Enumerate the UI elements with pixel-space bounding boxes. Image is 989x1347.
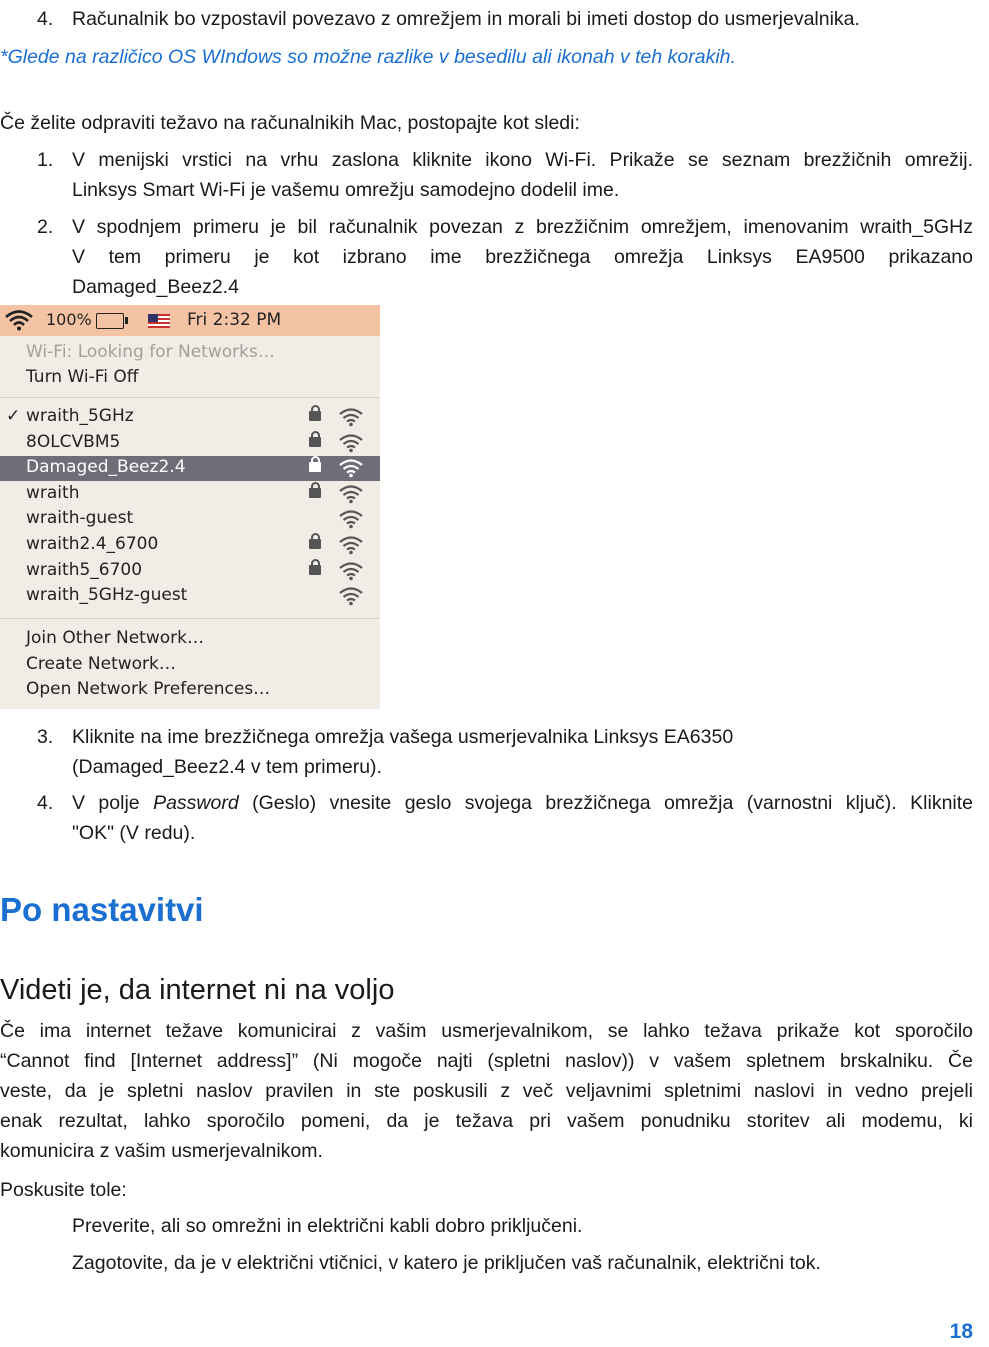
list-text: Računalnik bo vzpostavil povezavo z omrežjem in morali bi imeti dostop do usmerjevalnika.: [72, 8, 860, 30]
wifi-signal-icon: [338, 561, 364, 581]
network-name: wraith: [26, 482, 80, 503]
turn-wifi-off-item[interactable]: Turn Wi-Fi Off: [26, 367, 139, 387]
step-text-line: V menijski vrstici na vrhu zaslona kliknite ikono Wi-Fi. Prikaže se seznam brezžičnih omrežij.: [72, 149, 973, 171]
network-item[interactable]: [0, 533, 380, 558]
list-number: 3.: [37, 726, 54, 748]
lock-icon: [309, 411, 321, 421]
step-text-line: V spodnjem primeru je bil računalnik povezan z brezžičnim omrežjem, imenovanim wraith_5GHz: [72, 216, 973, 238]
subsection-title: Videti je, da internet ni na voljo: [0, 974, 395, 1006]
mac-menubar: [0, 305, 380, 336]
lock-icon: [309, 565, 321, 575]
us-flag-icon[interactable]: [148, 314, 170, 328]
paragraph-line: “Cannot find [Internet address]” (Ni mogoče najti (spletni naslov)) v vašem spletnem brskalniku. Če: [0, 1050, 973, 1072]
step-text-line: V polje Password (Geslo) vnesite geslo svojega brezžičnega omrežja (varnostni ključ). Kliknite: [72, 792, 974, 814]
wifi-signal-icon: [338, 433, 364, 453]
step-text-line: V tem primeru je kot izbrano ime brezžičnega omrežja Linksys EA9500 prikazano: [72, 246, 973, 268]
section-title: Po nastavitvi: [0, 891, 204, 928]
step-text-line: "OK" (V redu).: [72, 822, 196, 844]
tip-item: Zagotovite, da je v električni vtičnici, v katero je priključen vaš računalnik, električni tok.: [72, 1252, 821, 1274]
paragraph-line: enak rezultat, lahko sporočilo pomeni, da je težava pri vašem ponudniku storitev ali modemu, ki: [0, 1110, 973, 1132]
network-name: wraith_5GHz-guest: [26, 585, 188, 606]
internet-paragraph: [0, 1016, 973, 1166]
network-name: wraith5_6700: [26, 559, 143, 580]
wifi-signal-icon: [338, 586, 364, 606]
step-text-line: Kliknite na ime brezžičnega omrežja vašega usmerjevalnika Linksys EA6350: [72, 726, 734, 748]
network-item[interactable]: [0, 584, 380, 609]
paragraph-line: komunicira z vašim usmerjevalnikom.: [0, 1140, 323, 1162]
open-network-preferences-item[interactable]: Open Network Preferences…: [26, 679, 271, 699]
paragraph-line: veste, da je spletni naslov pravilen in ste poskusili z več veljavnimi spletnimi naslovi in vedno prejeli: [0, 1080, 973, 1102]
battery-icon: [96, 313, 124, 329]
wifi-status: Wi-Fi: Looking for Networks…: [26, 342, 275, 362]
paragraph-line: Če ima internet težave komunicirai z vašim usmerjevalnikom, se lahko težava prikaže kot sporočilo: [0, 1020, 973, 1042]
network-item[interactable]: [0, 431, 380, 456]
network-item[interactable]: [0, 456, 380, 481]
create-network-item[interactable]: Create Network…: [26, 654, 176, 674]
list-number: 1.: [37, 149, 54, 171]
step-text-line: Linksys Smart Wi-Fi je vašemu omrežju samodejno dodelil ime.: [72, 179, 620, 201]
mac-intro: Če želite odpraviti težavo na računalnikih Mac, postopajte kot sledi:: [0, 112, 580, 134]
battery-percent: 100%: [46, 310, 92, 329]
network-name: wraith_5GHz: [26, 406, 134, 426]
menu-separator: [0, 397, 380, 398]
step-text-line: (Damaged_Beez2.4 v tem primeru).: [72, 756, 382, 778]
network-name: wraith-guest: [26, 508, 134, 529]
network-name: 8OLCVBM5: [26, 431, 121, 452]
wifi-icon[interactable]: [4, 309, 34, 331]
join-other-network-item[interactable]: Join Other Network…: [26, 628, 204, 648]
step-text-line: Damaged_Beez2.4: [72, 276, 239, 298]
network-name: Damaged_Beez2.4: [26, 457, 186, 478]
wifi-menu-screenshot: [0, 305, 380, 709]
list-number: 4.: [37, 792, 54, 814]
network-item[interactable]: [0, 507, 380, 532]
wifi-signal-icon: [338, 458, 364, 478]
wifi-signal-icon: [338, 484, 364, 504]
checkmark-icon: ✓: [6, 406, 21, 426]
network-item[interactable]: [0, 482, 380, 507]
menu-separator: [0, 618, 380, 619]
lock-icon: [309, 488, 321, 498]
network-item[interactable]: [0, 405, 380, 430]
network-name: wraith2.4_6700: [26, 534, 159, 554]
lock-icon: [309, 462, 321, 472]
windows-note: *Glede na različico OS WIndows so možne razlike v besedilu ali ikonah v teh korakih.: [0, 46, 736, 68]
list-number: 4.: [37, 8, 54, 30]
lock-icon: [309, 539, 321, 549]
lock-icon: [309, 437, 321, 447]
wifi-signal-icon: [338, 535, 364, 555]
page-number: 18: [949, 1320, 973, 1343]
try-label: Poskusite tole:: [0, 1179, 127, 1201]
network-item[interactable]: [0, 559, 380, 584]
list-number: 2.: [37, 216, 54, 238]
wifi-signal-icon: [338, 509, 364, 529]
menubar-clock[interactable]: Fri 2:32 PM: [187, 310, 282, 330]
tip-item: Preverite, ali so omrežni in električni kabli dobro priključeni.: [72, 1215, 583, 1237]
wifi-signal-icon: [338, 407, 364, 427]
